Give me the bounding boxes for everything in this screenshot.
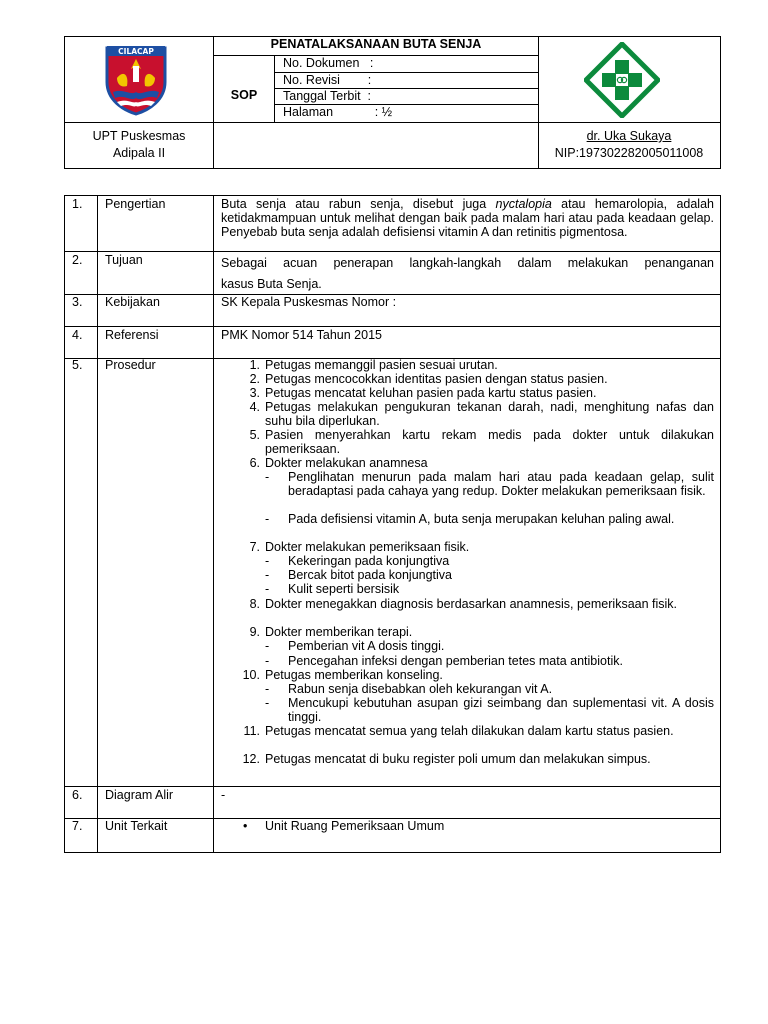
row-label-referensi: Referensi xyxy=(105,328,159,342)
field-tanggal-terbit: Tanggal Terbit : xyxy=(283,89,372,103)
row-label-diagram-alir: Diagram Alir xyxy=(105,788,174,802)
row-number: 2. xyxy=(72,253,83,267)
sop-label: SOP xyxy=(230,88,258,102)
row-text-referensi: PMK Nomor 514 Tahun 2015 xyxy=(221,328,382,342)
row-text-pengertian: Buta senja atau rabun senja, disebut juga nyctalopia atau hemarolopia, adalah ketidakmampuan untuk melihat dengan baik pada malam hari atau pada keadaan gelap. Penyebab buta senja adalah defisiensi vitamin A dan retinitis pigmentosa. xyxy=(221,197,714,239)
document-title: PENATALAKSANAAN BUTA SENJA xyxy=(270,37,482,51)
row-label-prosedur: Prosedur xyxy=(105,358,156,372)
bullet-icon: • xyxy=(243,819,248,833)
row-label-tujuan: Tujuan xyxy=(105,253,143,267)
row-number: 7. xyxy=(72,819,83,833)
row-number: 1. xyxy=(72,197,83,211)
row-label-kebijakan: Kebijakan xyxy=(105,295,160,309)
signer-nip: NIP:197302282005011008 xyxy=(554,146,704,160)
cilacap-emblem-logo xyxy=(103,42,169,116)
field-no-dokumen: No. Dokumen : xyxy=(283,56,374,70)
field-halaman: Halaman : ½ xyxy=(283,105,393,119)
row-number: 5. xyxy=(72,358,83,372)
row-text-tujuan: Sebagai acuan penerapan langkah-langkah dalam melakukan penanganan kasus Buta Senja. xyxy=(221,256,714,291)
svg-text:CILACAP: CILACAP xyxy=(118,47,154,56)
row-text-unit-terkait: Unit Ruang Pemeriksaan Umum xyxy=(265,819,445,833)
row-number: 3. xyxy=(72,295,83,309)
field-no-revisi: No. Revisi : xyxy=(283,73,372,87)
signer-block xyxy=(538,128,720,162)
row-label-pengertian: Pengertian xyxy=(105,197,166,211)
puskesmas-logo xyxy=(584,42,660,118)
org-name: UPT Puskesmas Adipala II xyxy=(92,129,186,160)
row-text-diagram-alir: - xyxy=(221,788,226,802)
row-label-unit-terkait: Unit Terkait xyxy=(105,819,168,833)
row-text-kebijakan: SK Kepala Puskesmas Nomor : xyxy=(221,295,397,309)
row-number: 4. xyxy=(72,328,83,342)
row-number: 6. xyxy=(72,788,83,802)
signer-name: dr. Uka Sukaya xyxy=(586,129,672,143)
